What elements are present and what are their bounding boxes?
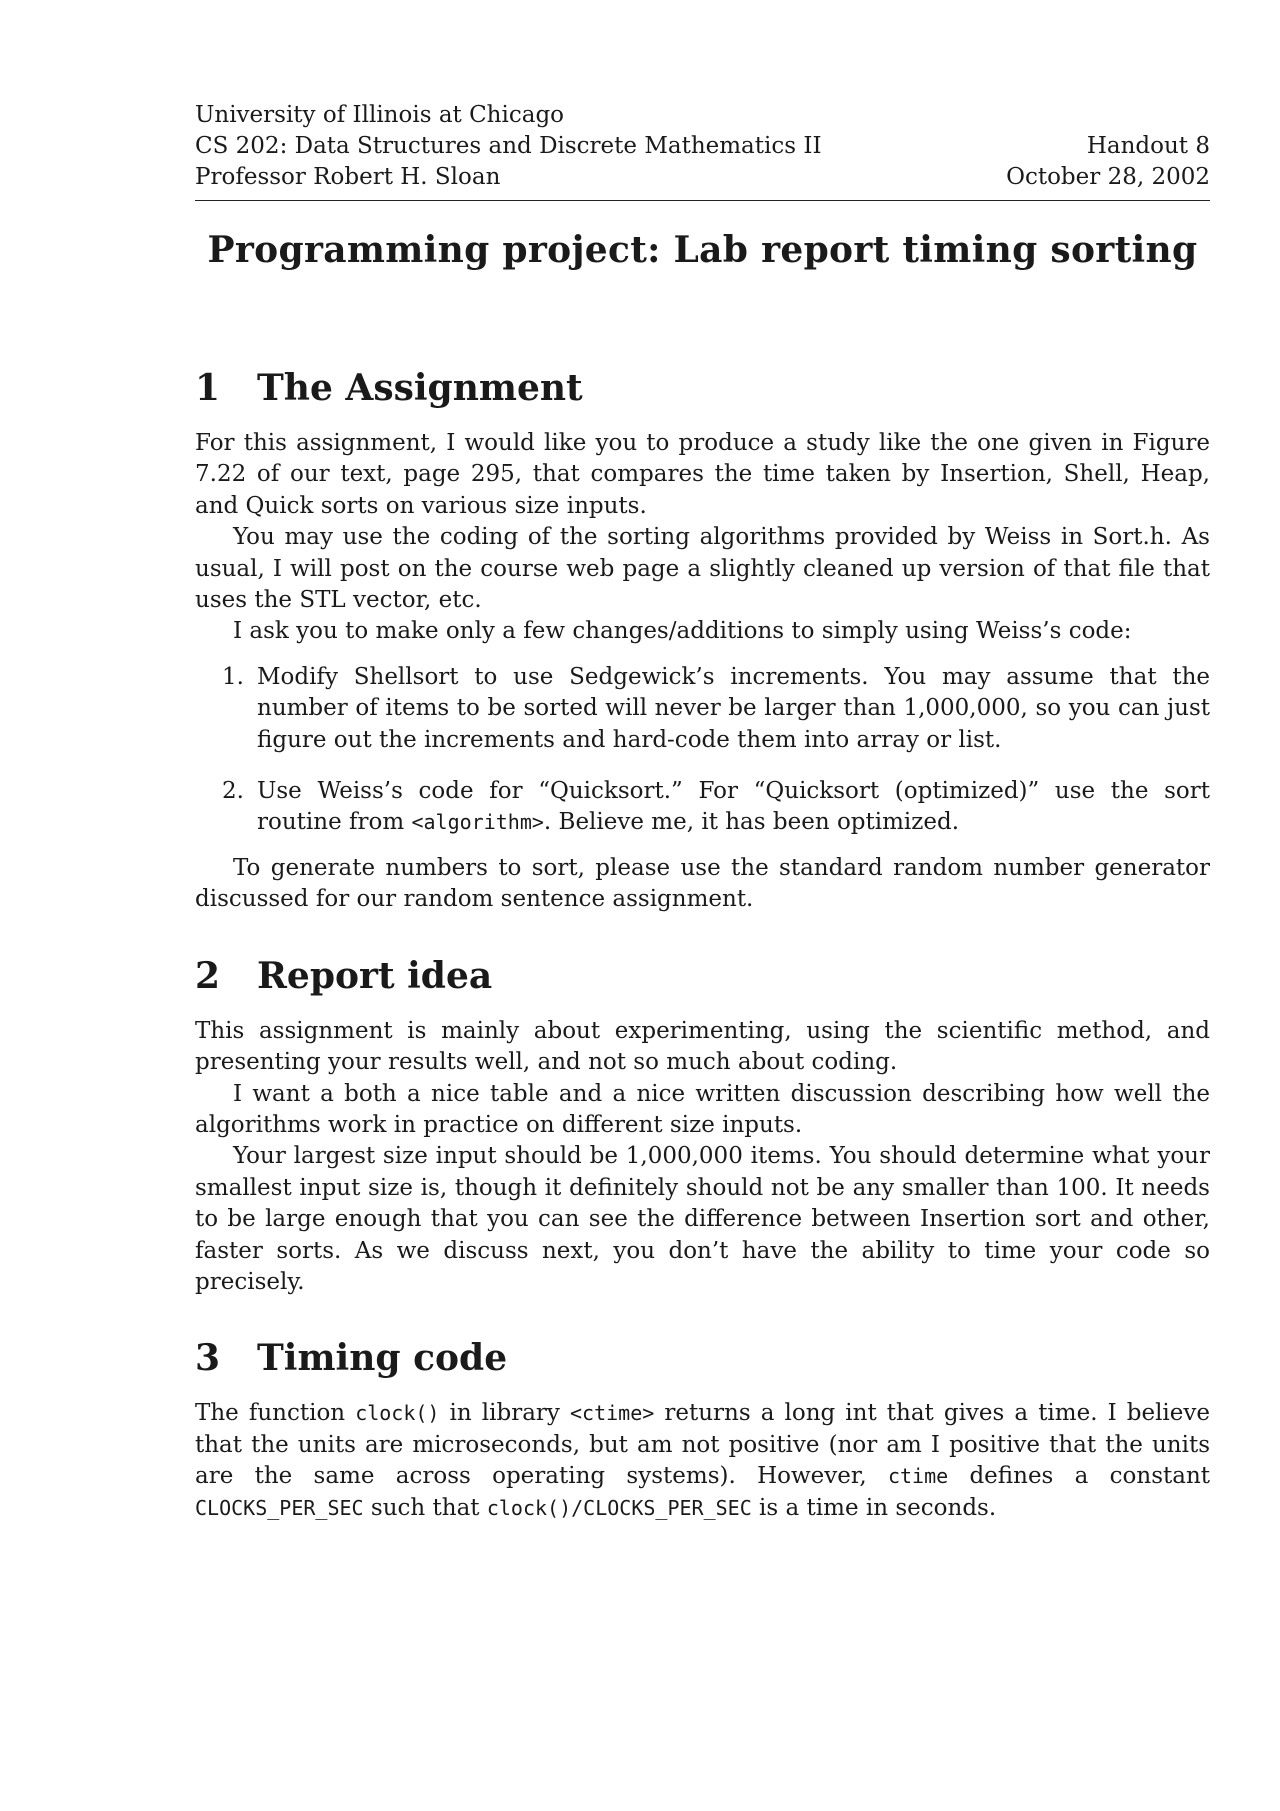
paragraph: For this assignment, I would like you to produce a study like the one given in Figure 7.22 of our text, page 295, that compares the time taken by Insertion, Shell, Heap, and Quick sorts on various size inputs.: [195, 430, 1210, 519]
list-marker: 2.: [222, 778, 244, 805]
list-item: [195, 776, 1210, 839]
code-clocks-per-sec: CLOCKS_PER_SEC: [195, 1495, 364, 1520]
section-number: 3: [195, 1337, 221, 1380]
section-heading: [195, 1336, 1210, 1380]
professor-name: Professor Robert H. Sloan: [195, 164, 501, 190]
code-clock: clock(): [355, 1401, 440, 1426]
page-header: [195, 100, 1210, 201]
paragraph: Your largest size input should be 1,000,000 items. You should determine what your smallest input size is, though it definitely should not be any smaller than 100. It needs to be large enough that you can see the difference between Insertion sort and other, faster sorts. As we discuss next, you don’t have the ability to time your code so precisely.: [195, 1143, 1210, 1295]
document-page: [195, 100, 1210, 1524]
code-clock-division: clock()/CLOCKS_PER_SEC: [486, 1495, 752, 1520]
paragraph: This assignment is mainly about experimenting, using the scientific method, and presenting your results well, and not so much about coding.: [195, 1017, 1210, 1076]
section-report-idea: [195, 954, 1210, 1299]
code-ctime: ctime: [887, 1464, 949, 1489]
section-heading: [195, 366, 1210, 410]
list-item-text: Use Weiss’s code for “Quicksort.” For “Quicksort (optimized)” use the sort routine from: [257, 778, 1210, 836]
list-marker: 1.: [222, 663, 244, 690]
paragraph: I want a both a nice table and a nice written discussion describing how well the algorithms work in practice on different size inputs.: [195, 1080, 1210, 1138]
university-name: University of Illinois at Chicago: [195, 102, 565, 128]
paragraph: I ask you to make only a few changes/additions to simply using Weiss’s code:: [233, 618, 1132, 645]
section-title: Timing code: [257, 1337, 508, 1380]
section-title: The Assignment: [257, 367, 583, 409]
header-rule: [195, 200, 1210, 201]
handout-number: Handout 8: [1086, 133, 1210, 159]
text-run: is a time in seconds.: [751, 1494, 997, 1521]
paragraph: You may use the coding of the sorting algorithms provided by Weiss in Sort.h. As usual, I will post on the course web page a slightly cleaned up version of that file that uses the STL vector, etc.: [195, 524, 1210, 614]
numbered-list: [195, 662, 1210, 839]
paragraph: [195, 1398, 1210, 1524]
section-title: Report idea: [257, 954, 493, 997]
list-item: [195, 662, 1210, 756]
text-run: The function: [195, 1400, 356, 1427]
section-assignment: [195, 366, 1210, 916]
handout-date: October 28, 2002: [1006, 164, 1210, 190]
document-title: Programming project: Lab report timing sorting: [207, 229, 1198, 271]
section-heading: [195, 954, 1210, 998]
list-item-text: Modify Shellsort to use Sedgewick’s increments. You may assume that the number of items to be sorted will never be larger than 1,000,000, so you can just figure out the increments and hard-code them into array or list.: [257, 663, 1210, 753]
text-run: such that: [363, 1494, 487, 1521]
text-run: returns a long int that gives a time. I believe that the units are microseconds, but am not positive (nor am I positive that the units are the same across operating systems). However,: [195, 1400, 1211, 1490]
code-ctime-header: <ctime>: [570, 1401, 655, 1426]
paragraph: To generate numbers to sort, please use the standard random number generator discussed for our random sentence assignment.: [195, 854, 1210, 913]
text-run: defines a constant: [948, 1463, 1211, 1490]
list-item-text: . Believe me, it has been optimized.: [543, 809, 960, 836]
course-name: CS 202: Data Structures and Discrete Mathematics II: [195, 133, 822, 159]
section-timing-code: [195, 1336, 1210, 1524]
section-number: 2: [195, 954, 221, 997]
text-run: in library: [439, 1400, 570, 1427]
code-algorithm: <algorithm>: [411, 810, 544, 835]
section-number: 1: [195, 367, 221, 409]
